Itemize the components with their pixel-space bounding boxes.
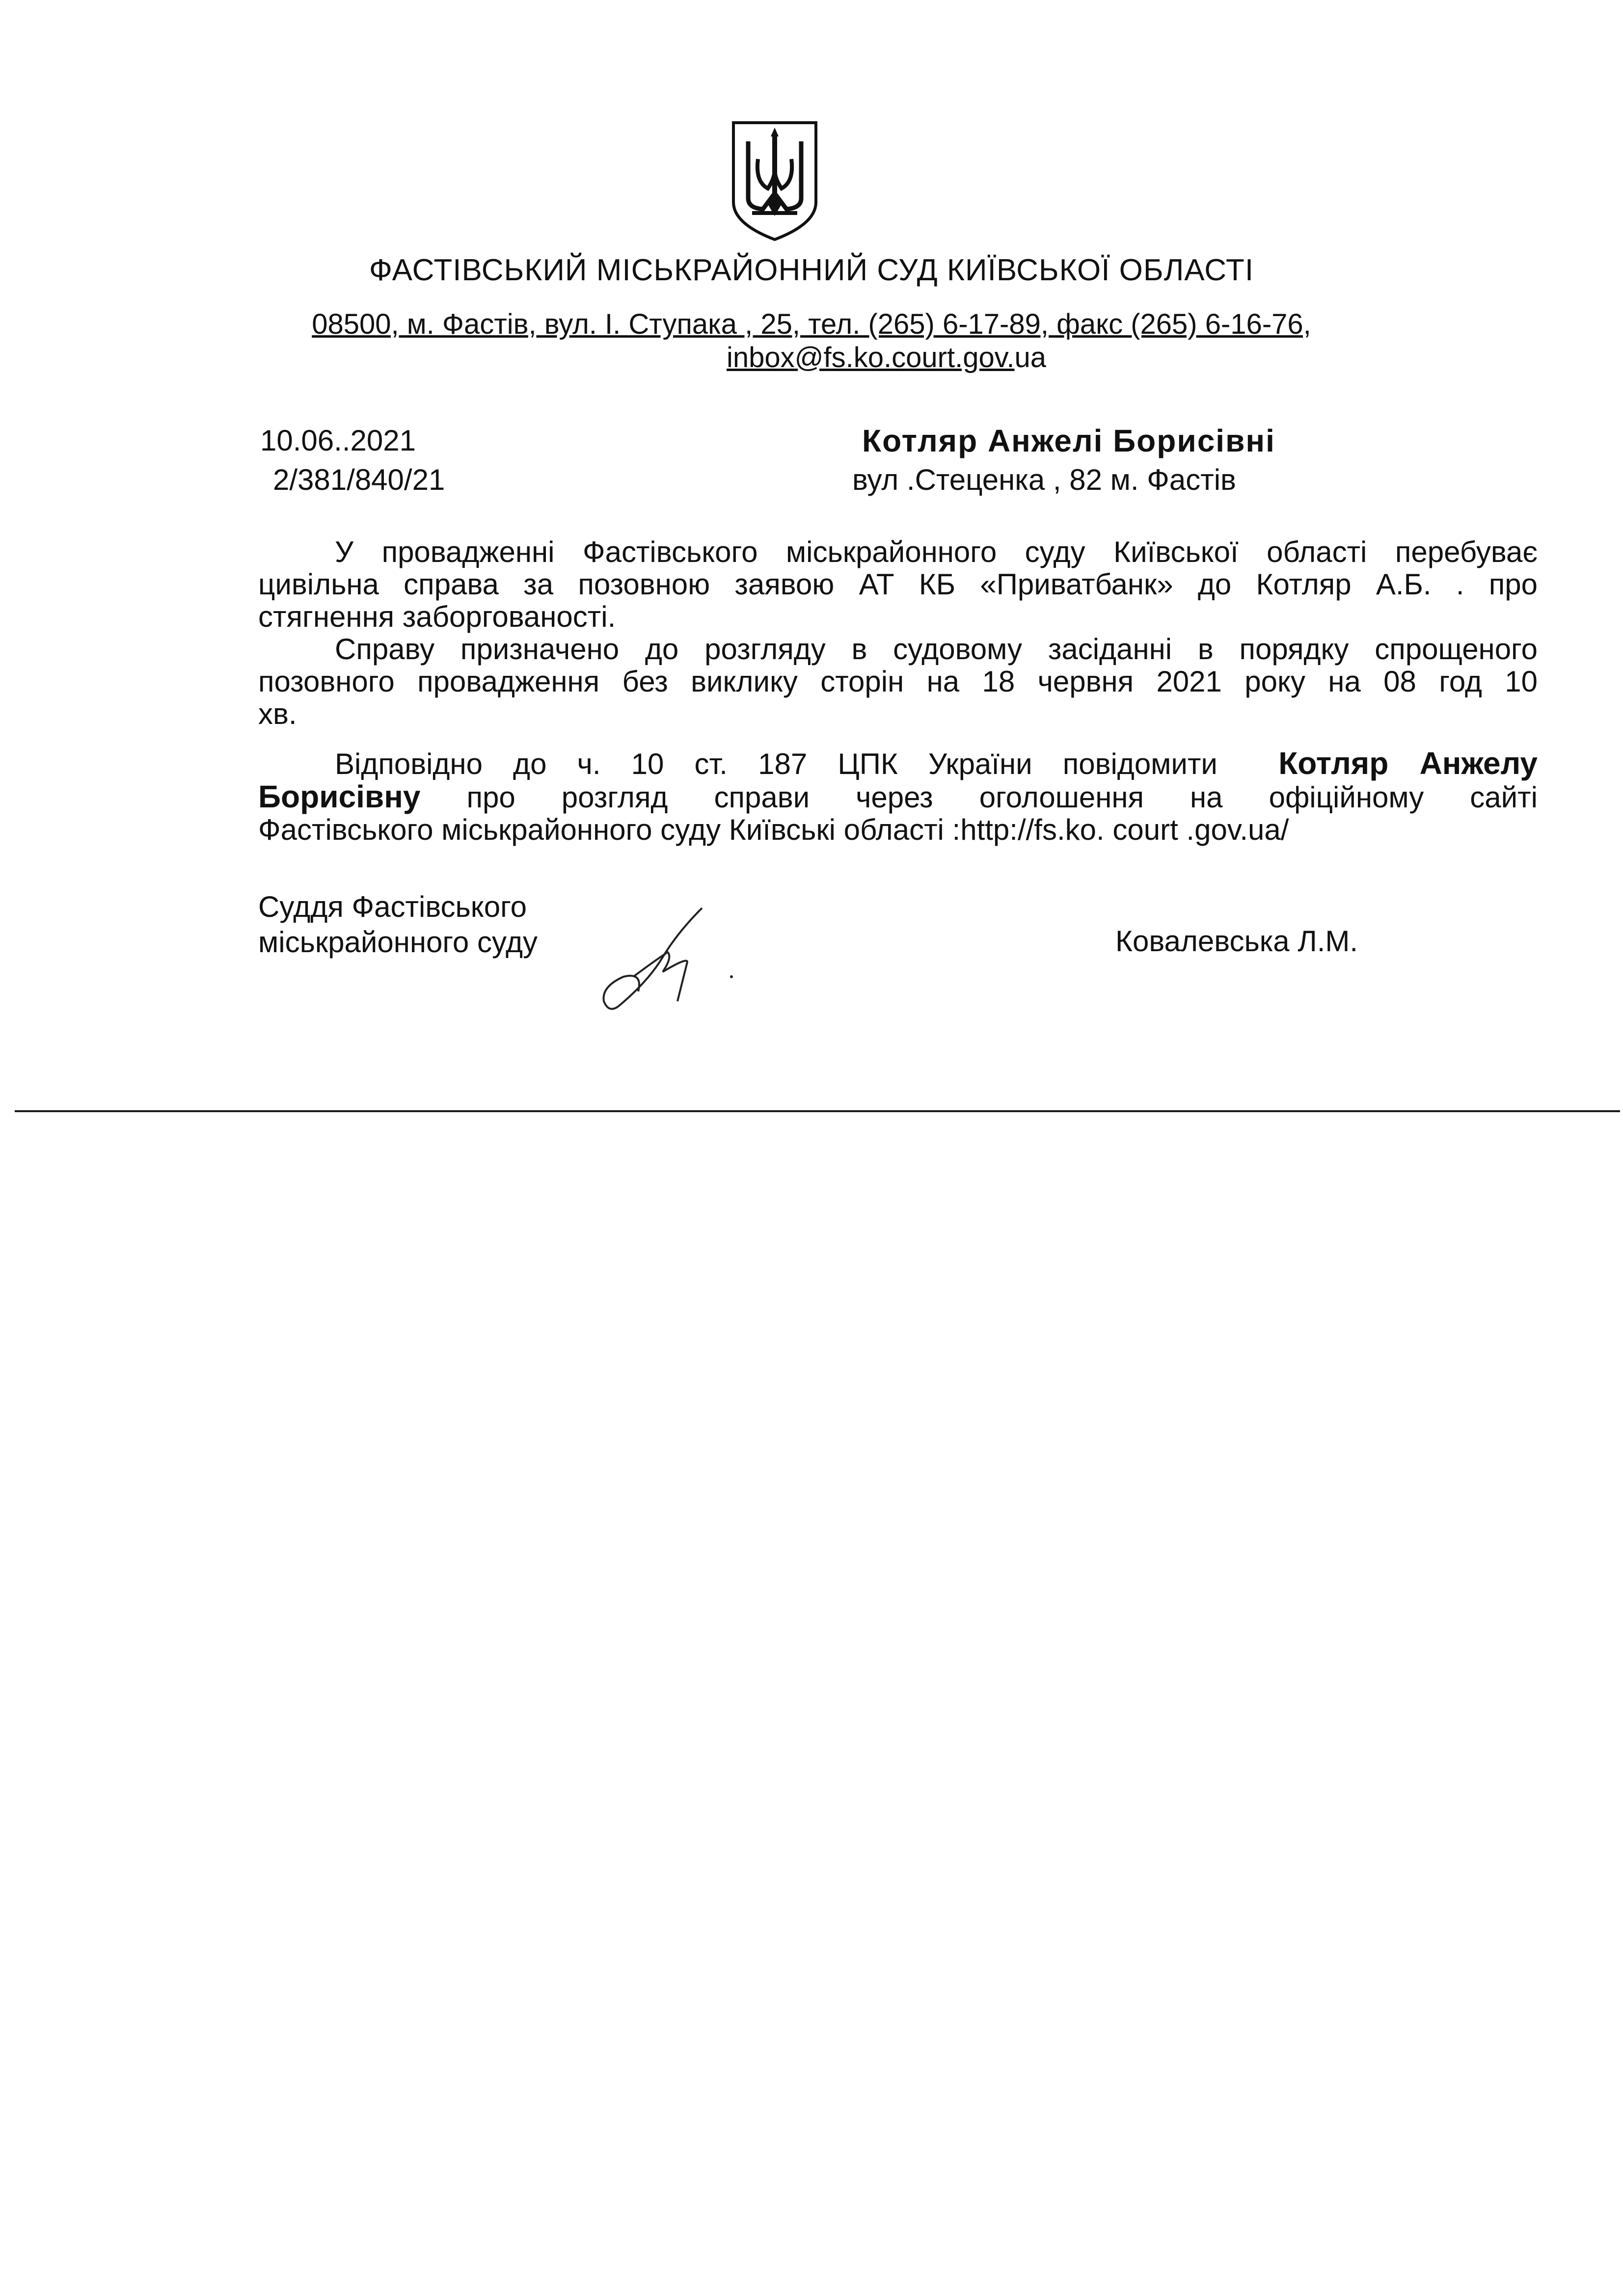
court-email	[727, 340, 1046, 375]
court-address: 08500, м. Фастів, вул. І. Ступака , 25, тел. (265) 6-17-89, факс (265) 6-16-76,	[312, 308, 1311, 340]
paragraph-line: У провадженні Фастівського міськрайонного суду Київської області перебуває	[335, 535, 1538, 568]
paragraph-line	[258, 780, 1538, 814]
signature-icon	[589, 903, 756, 1021]
page-divider	[15, 1110, 1620, 1112]
paragraph-line: Справу призначено до розгляду в судовому засіданні в порядку спрощеного	[335, 633, 1538, 666]
paragraph-line: стягнення заборгованості.	[258, 600, 616, 633]
paragraph-line: хв.	[258, 697, 297, 730]
judge-name: Ковалевська Л.М.	[1115, 925, 1358, 958]
paragraph-line: цивільна справа за позовною заявою АТ КБ «Приватбанк» до Котляр А.Б. . про	[258, 568, 1538, 601]
paragraph-text: про розгляд справи через оголошення на офіційному сайті	[420, 781, 1538, 814]
case-reference: 2/381/840/21	[273, 463, 445, 496]
paragraph-line: Фастівського міськрайонного суду Київські області :http://fs.ko. court .gov.ua/	[258, 813, 1289, 846]
recipient-name: Котляр Анжелі Борисівні	[862, 423, 1275, 458]
paragraph-case-pending	[258, 536, 1538, 633]
judge-title-line: міськрайонного суду	[258, 926, 538, 959]
judge-title	[258, 889, 538, 960]
email-link[interactable]: inbox@fs.ko.court.gov.	[727, 342, 1015, 374]
court-name: ФАСТІВСЬКИЙ МІСЬКРАЙОННИЙ СУД КИЇВСЬКОЇ ОБЛАСТІ	[369, 253, 1254, 287]
paragraph-notification	[258, 747, 1538, 846]
email-suffix: ua	[1014, 342, 1047, 374]
judge-title-line: Суддя Фастівського	[258, 890, 527, 923]
paragraph-line: позовного провадження без виклику сторін на 18 червня 2021 року на 08 год 10	[258, 665, 1538, 698]
letter-date: 10.06..2021	[260, 424, 416, 457]
paragraph-text: Відповідно до ч. 10 ст. 187 ЦПК України повідомити	[335, 748, 1217, 780]
defendant-patronymic-bold: Борисівну	[258, 779, 421, 814]
coat-of-arms-icon	[729, 120, 821, 242]
defendant-name-bold: Котляр Анжелу	[1278, 746, 1538, 781]
recipient-address: вул .Стеценка , 82 м. Фастів	[852, 463, 1236, 496]
paragraph-line	[258, 747, 1538, 780]
paragraph-hearing	[258, 633, 1538, 730]
